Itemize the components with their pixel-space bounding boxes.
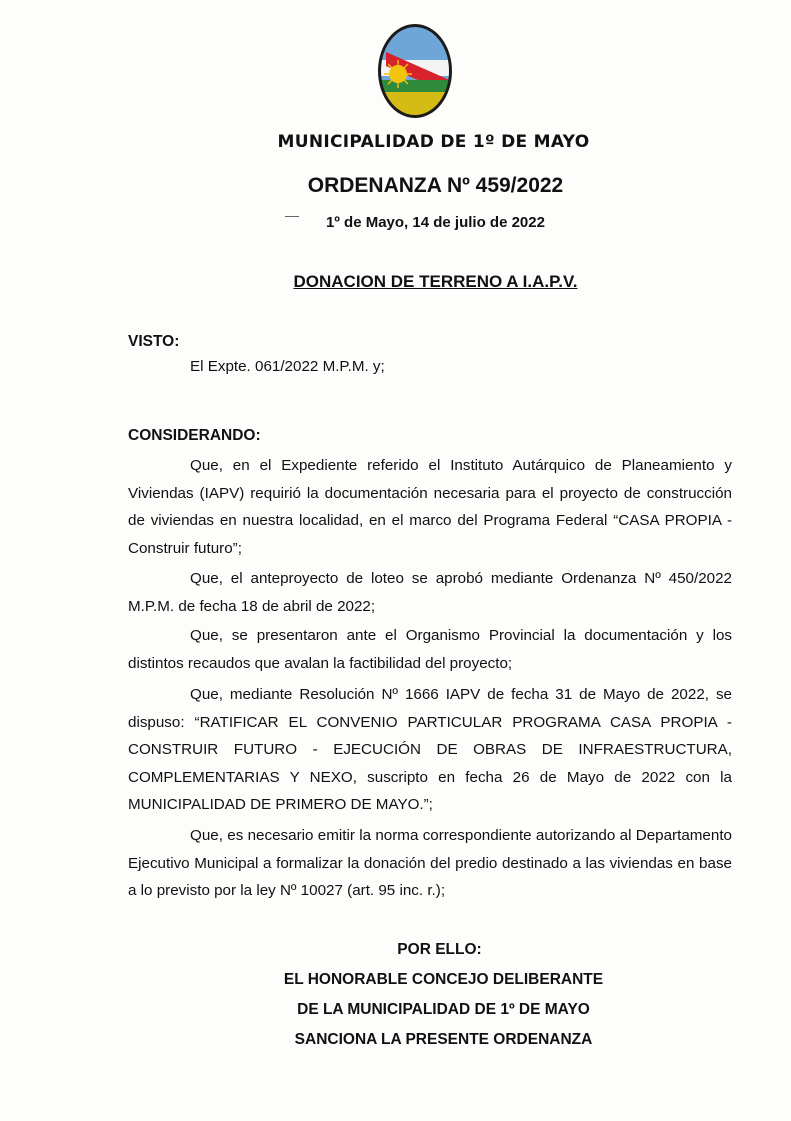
considerando-paragraph — [128, 822, 732, 905]
visto-text: El Expte. 061/2022 M.P.M. y; — [190, 358, 385, 375]
ordinance-date: 1º de Mayo, 14 de julio de 2022 — [326, 214, 545, 231]
considerando-label: CONSIDERANDO: — [128, 427, 261, 444]
paragraph-text: Que, es necesario emitir la norma correspondiente autorizando al Departamento Ejecutivo Municipal a formalizar la donación del predio destinado a las viviendas en base a lo previsto por la ley Nº 10027 (art. 95 inc. r.); — [128, 827, 732, 899]
ordinance-subject: DONACION DE TERRENO A I.A.P.V. — [293, 272, 578, 291]
considerando-paragraph — [128, 681, 732, 819]
municipal-coat-of-arms-icon — [376, 22, 454, 120]
considerando-paragraph — [128, 622, 732, 677]
paragraph-text: Que, el anteproyecto de loteo se aprobó mediante Ordenanza Nº 450/2022 M.P.M. de fecha 18 de abril de 2022; — [128, 570, 732, 615]
por-ello-heading: POR ELLO: — [397, 941, 482, 958]
council-heading: EL HONORABLE CONCEJO DELIBERANTE — [283, 971, 604, 988]
ordinance-number: ORDENANZA Nº 459/2022 — [307, 174, 564, 197]
sanction-heading: SANCIONA LA PRESENTE ORDENANZA — [294, 1031, 593, 1048]
visto-label: VISTO: — [128, 333, 180, 350]
considerando-paragraph — [128, 452, 732, 562]
municipality-title: MUNICIPALIDAD DE 1º DE MAYO — [277, 132, 590, 152]
paragraph-text: Que, mediante Resolución Nº 1666 IAPV de fecha 31 de Mayo de 2022, se dispuso: “RATIFICAR EL CONVENIO PARTICULAR PROGRAMA CASA PROPIA - CONSTRUIR FUTURO - EJECUCIÓN DE OBRAS DE INFRAESTRUCTURA, COMPLEMENTARIAS Y NEXO, suscripto en fecha 26 de Mayo de 2022 con la MUNICIPALIDAD DE PRIMERO DE MAYO.”; — [128, 686, 732, 813]
paragraph-text: Que, se presentaron ante el Organismo Provincial la documentación y los distintos recaudos que avalan la factibilidad del proyecto; — [128, 627, 732, 672]
considerando-paragraph — [128, 565, 732, 620]
paragraph-text: Que, en el Expediente referido el Instituto Autárquico de Planeamiento y Viviendas (IAPV) requirió la documentación necesaria para el proyecto de construcción de viviendas en nuestra localidad, en el marco del Programa Federal “CASA PROPIA - Construir futuro”; — [128, 457, 732, 557]
municipality-heading: DE LA MUNICIPALIDAD DE 1º DE MAYO — [297, 1001, 590, 1018]
